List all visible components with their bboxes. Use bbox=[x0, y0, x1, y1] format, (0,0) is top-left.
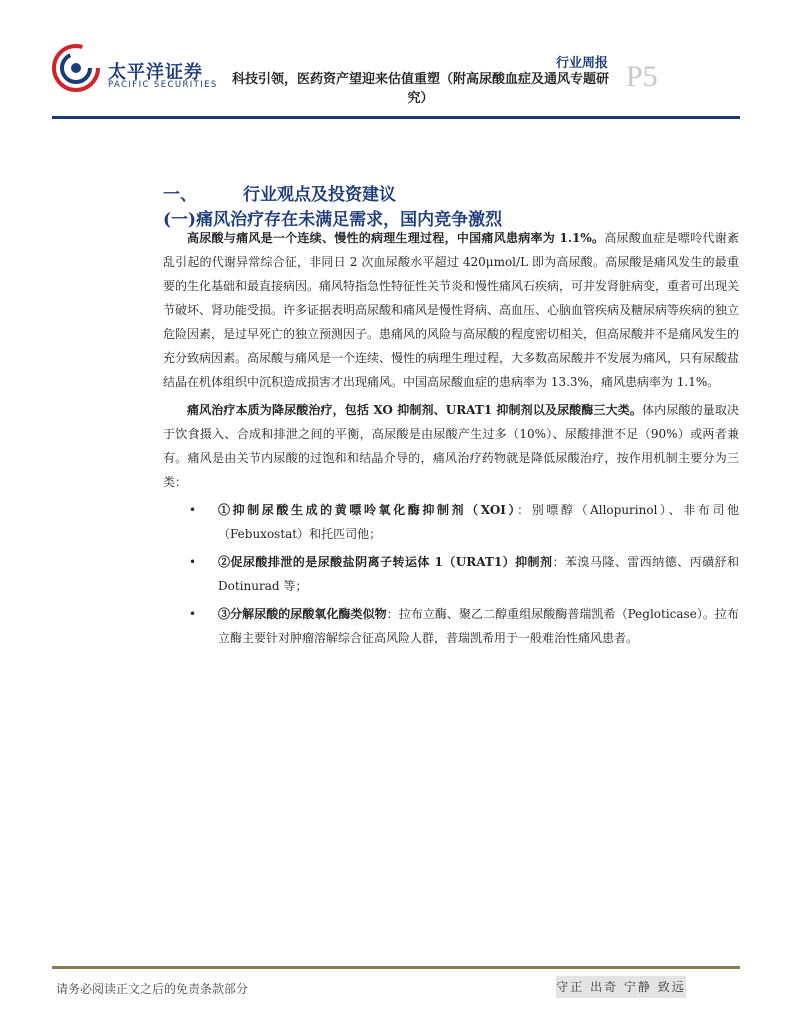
list-item bbox=[163, 602, 739, 650]
body-text bbox=[163, 226, 739, 654]
bullet-icon: • bbox=[189, 503, 197, 517]
list-item-text: ：苯溴马隆、雷西纳德、丙磺舒和 Dotinurad 等； bbox=[218, 555, 739, 593]
list-item bbox=[163, 498, 739, 546]
brand-name-en: PACIFIC SECURITIES bbox=[108, 80, 218, 90]
disclaimer-note: 请务必阅读正文之后的免责条款部分 bbox=[56, 982, 249, 996]
footer-divider bbox=[52, 966, 740, 969]
paragraph-text: 体内尿酸的量取决于饮食摄入、合成和排泄之间的平衡，高尿酸是由尿酸产生过多（10%）、尿酸排泄不足（90%）或两者兼有。痛风是由关节内尿酸的过饱和和结晶介导的，痛风治疗药物就是降低尿酸治疗，按作用机制主要分为三类： bbox=[163, 403, 739, 489]
header-divider bbox=[52, 116, 740, 119]
section-title: 行业观点及投资建议 bbox=[243, 185, 396, 205]
list-item bbox=[163, 550, 739, 598]
paragraph bbox=[163, 226, 739, 394]
report-type: 行业周报 bbox=[556, 56, 609, 71]
pacific-securities-logo bbox=[52, 44, 100, 92]
subsection-heading: (一)痛风治疗存在未满足需求，国内竞争激烈 bbox=[163, 210, 503, 230]
page-number: P5 bbox=[626, 60, 658, 93]
paragraph-lead: 痛风治疗本质为降尿酸治疗，包括 XO 抑制剂、URAT1 抑制剂以及尿酸酶三大类。 bbox=[187, 403, 643, 417]
paragraph-text: 高尿酸血症是嘌呤代谢紊乱引起的代谢异常综合征，非同日 2 次血尿酸水平超过 420μmol/L 即为高尿酸。高尿酸是痛风发生的最重要的生化基础和最直接病因。痛风特指急性特征性关节炎和慢性痛风石疾病，可并发肾脏病变，重者可出现关节破坏、肾功能受损。许多证据表明高尿酸和痛风是慢性肾病、高血压、心脑血管疾病及糖尿病等疾病的独立危险因素，是过早死亡的独立预测因子。患痛风的风险与高尿酸的程度密切相关，但高尿酸并不是痛风发生的充分致病因素。高尿酸与痛风是一个连续、慢性的病理生理过程，大多数高尿酸并不发展为痛风，只有尿酸盐结晶在机体组织中沉积造成损害才出现痛风。中国高尿酸血症的患病率为 13.3%，痛风患病率为 1.1%。 bbox=[163, 231, 740, 389]
paragraph-lead: 高尿酸与痛风是一个连续、慢性的病理生理过程，中国痛风患病率为 1.1%。 bbox=[187, 231, 605, 245]
list-item-lead: ①抑制尿酸生成的黄嘌呤氧化酶抑制剂（XOI） bbox=[218, 503, 518, 517]
brand-name-cn: 太平洋证券 bbox=[108, 62, 203, 83]
company-motto: 守正 出奇 宁静 致远 bbox=[556, 976, 686, 998]
list-item-text: ：别嘌醇（Allopurinol）、非布司他（Febuxostat）和托匹司他； bbox=[218, 503, 739, 541]
paragraph bbox=[163, 398, 739, 494]
list-item-lead: ③分解尿酸的尿酸氧化酶类似物 bbox=[218, 607, 387, 621]
bullet-icon: • bbox=[189, 607, 197, 621]
report-title: 科技引领，医药资产望迎来估值重塑（附高尿酸血症及通风专题研究） bbox=[231, 72, 609, 106]
section-number: 一、 bbox=[163, 185, 197, 205]
section-heading bbox=[163, 180, 396, 205]
bullet-icon: • bbox=[189, 555, 197, 569]
list-item-text: ：拉布立酶、聚乙二醇重组尿酸酶普瑞凯希（Pegloticase）。拉布立酶主要针对肿瘤溶解综合征高风险人群，普瑞凯希用于一般难治性痛风患者。 bbox=[218, 607, 739, 645]
list-item-lead: ②促尿酸排泄的是尿酸盐阴离子转运体 1（URAT1）抑制剂 bbox=[218, 555, 553, 569]
drug-class-list bbox=[163, 498, 739, 650]
